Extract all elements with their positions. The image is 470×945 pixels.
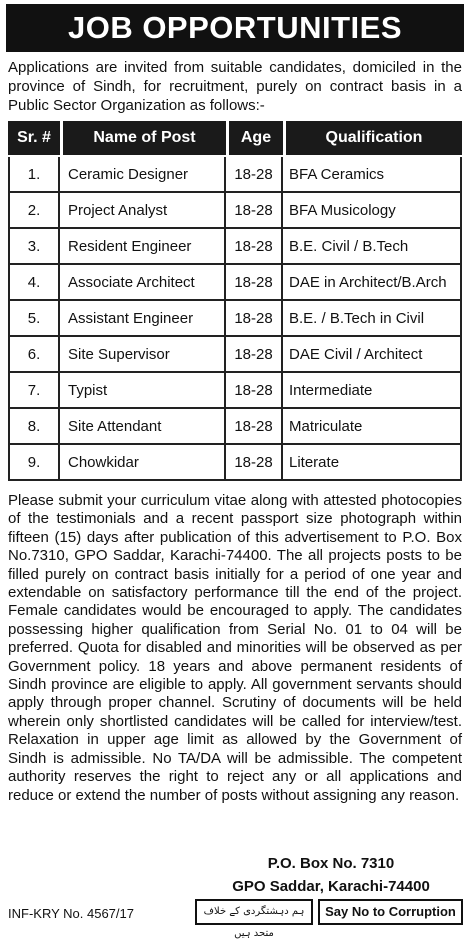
qualification-cell: DAE Civil / Architect [283,337,462,373]
age-cell: 18-28 [226,301,283,337]
sr-cell: 6. [8,337,60,373]
post-cell: Site Supervisor [60,337,226,373]
qualification-cell: Intermediate [283,373,462,409]
table-row [8,265,462,301]
table-row [8,193,462,229]
header-sr: Sr. # [8,121,60,155]
sr-cell: 4. [8,265,60,301]
age-cell: 18-28 [226,157,283,193]
post-cell: Associate Architect [60,265,226,301]
sr-cell: 1. [8,157,60,193]
qualification-cell: B.E. / B.Tech in Civil [283,301,462,337]
age-cell: 18-28 [226,373,283,409]
header-age: Age [226,121,283,155]
header-post: Name of Post [60,121,226,155]
post-cell: Resident Engineer [60,229,226,265]
sr-cell: 3. [8,229,60,265]
jobs-table [8,121,462,481]
post-cell: Ceramic Designer [60,157,226,193]
header-qualification: Qualification [283,121,462,155]
qualification-cell: DAE in Architect/B.Arch [283,265,462,301]
sr-cell: 5. [8,301,60,337]
qualification-cell: Literate [283,445,462,481]
age-cell: 18-28 [226,337,283,373]
instructions-paragraph: Please submit your curriculum vitae along with attested photocopies of the testimonials and a recent passport size photograph within fifteen (15) days after publication of this advertisement to P.O. Box No.7310, GPO Saddar, Karachi-74400. The all projects posts to be filled purely on contract basis initially for a period of one year and extendable on satisfactory performance till the end of the project. Female candidates would be encouraged to apply. The candidates possessing higher qualification from Serial No. 01 to 04 will be preferred. Quota for disabled and minorities will be observed as per Government policy. 18 years and above permanent residents of Sindh province are eligible to apply. All government servants should apply through proper channel. Scrutiny of documents will be held wherein only shortlisted candidates will be called for interview/test. Relaxation in upper age limit as allowed by the Government of Sindh is admissible. No TA/DA will be admissible. The competent authority reserves the right to reject any or all applications and reduce or extend the number of posts without assigning any reason. [8,492,462,804]
table-header-row [8,121,462,155]
qualification-cell: B.E. Civil / B.Tech [283,229,462,265]
age-cell: 18-28 [226,409,283,445]
sr-cell: 9. [8,445,60,481]
post-cell: Chowkidar [60,445,226,481]
table-row [8,409,462,445]
intro-paragraph: Applications are invited from suitable candidates, domiciled in the province of Sindh, for recruitment, purely on contract basis in a Public Sector Organization as follows:- [8,59,462,114]
table-body [8,155,462,481]
table-row [8,445,462,481]
qualification-cell: BFA Ceramics [283,157,462,193]
table-row [8,373,462,409]
page-title: JOB OPPORTUNITIES [6,4,464,52]
qualification-cell: Matriculate [283,409,462,445]
qualification-cell: BFA Musicology [283,193,462,229]
address-line-1: P.O. Box No. 7310 [267,855,395,872]
sr-cell: 8. [8,409,60,445]
table-row [8,337,462,373]
sr-cell: 2. [8,193,60,229]
age-cell: 18-28 [226,193,283,229]
table-row [8,229,462,265]
post-cell: Site Attendant [60,409,226,445]
postal-address [200,852,462,898]
post-cell: Assistant Engineer [60,301,226,337]
table-row [8,157,462,193]
post-cell: Project Analyst [60,193,226,229]
address-line-2: GPO Saddar, Karachi-74400 [232,878,430,895]
sr-cell: 7. [8,373,60,409]
age-cell: 18-28 [226,265,283,301]
urdu-slogan-box: ہم دہشتگردی کے خلاف متحد ہیں [195,899,313,925]
reference-number: INF-KRY No. 4567/17 [8,906,134,921]
anti-corruption-box: Say No to Corruption [318,899,463,925]
age-cell: 18-28 [226,229,283,265]
table-row [8,301,462,337]
post-cell: Typist [60,373,226,409]
age-cell: 18-28 [226,445,283,481]
